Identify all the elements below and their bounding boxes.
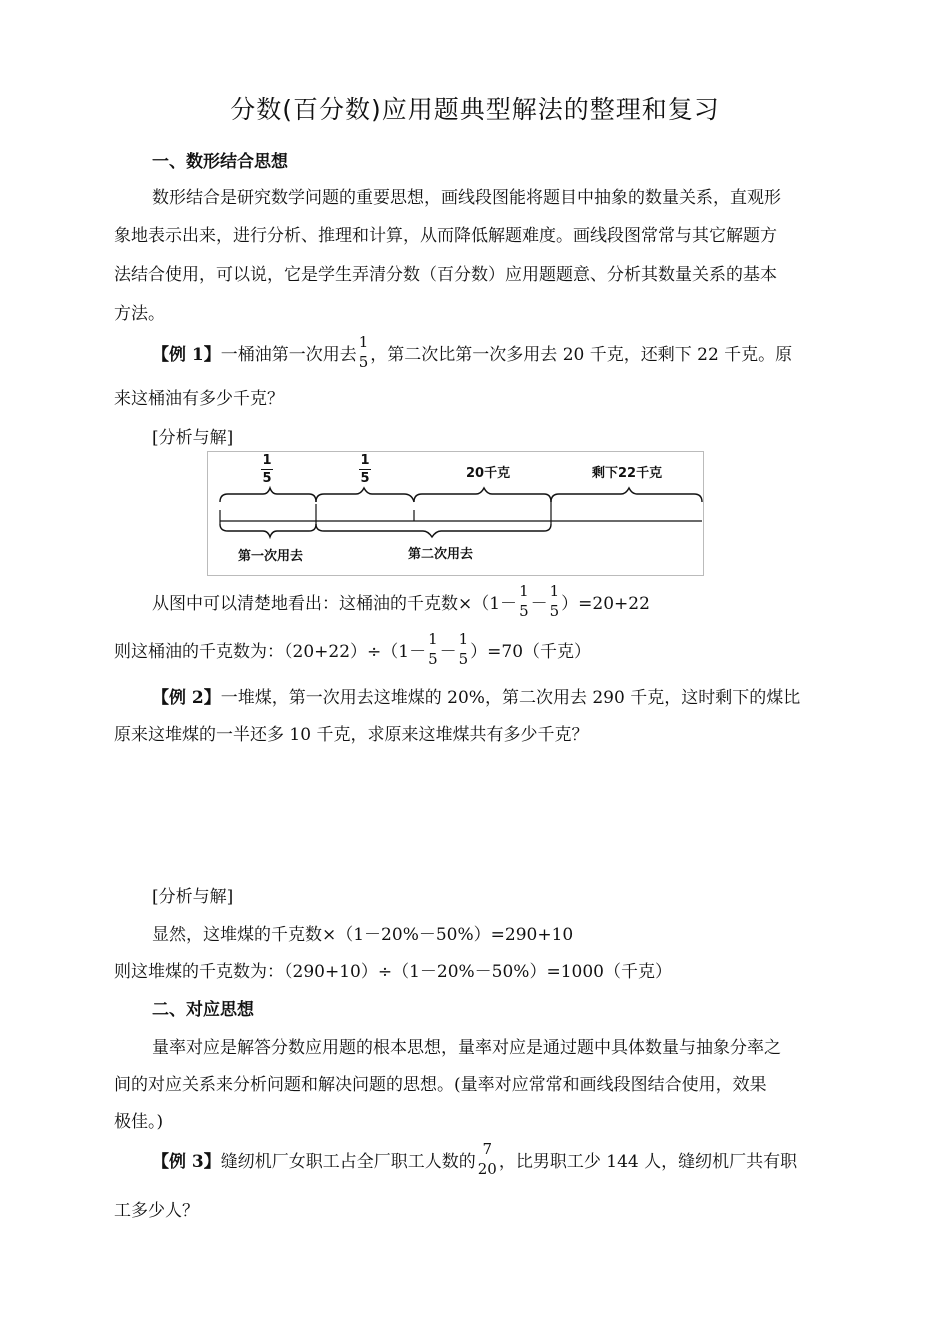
example-text: 一桶油第一次用去 [220,344,357,365]
solution-text: ）=20+22 [561,593,650,614]
fraction-denominator: 5 [262,471,272,486]
solution-text: ）=70（千克） [470,641,592,662]
line-segment-diagram [207,451,704,576]
page-title: 分数(百分数)应用题典型解法的整理和复习 [230,95,720,124]
paragraph-line: 法结合使用，可以说，它是学生弄清分数（百分数）应用题题意、分析其数量关系的基本 [114,265,777,285]
example-3-line-2: 工多少人？ [114,1201,199,1221]
diagram-label-20kg: 20千克 [466,466,511,481]
fraction [428,629,438,669]
diagram-label-second-use: 第二次用去 [408,547,474,562]
solution-text: 从图中可以清楚地看出：这桶油的千克数×（1－ [152,593,518,614]
fraction-numerator: 1 [428,630,438,648]
section-heading-1: 一、数形结合思想 [152,152,288,172]
example-2-line [152,683,800,708]
fraction [478,1139,497,1179]
example-text: 一堆煤，第一次用去这堆煤的 20%，第二次用去 290 千克，这时剩下的煤比 [220,688,801,708]
diagram-fraction-1 [261,453,273,486]
fraction-numerator: 1 [358,333,369,351]
fraction [459,629,469,669]
diagram-fraction-2 [359,453,371,486]
example-3-line [152,1134,797,1184]
fraction-denominator: 5 [549,602,560,620]
minus-sign: － [530,593,548,614]
example-label: 【例 3】 [152,1151,221,1172]
example-label: 【例 2】 [152,688,221,708]
paragraph-line: 方法。 [114,304,165,324]
minus-sign: － [439,641,457,662]
fraction-denominator: 5 [428,650,438,668]
example-text: ，第二次比第一次多用去 20 千克，还剩下 22 千克。原 [370,344,793,365]
analysis-label: [分析与解] [152,887,234,907]
solution-text: 则这桶油的千克数为：（20+22）÷（1－ [114,641,427,662]
diagram-label-remaining: 剩下22千克 [592,466,663,481]
fraction-denominator: 5 [360,471,370,486]
example-2-line-2: 原来这堆煤的一半还多 10 千克，求原来这堆煤共有多少千克？ [114,725,589,745]
example-text: ，比男职工少 144 人，缝纫机厂共有职 [498,1151,798,1172]
solution-line-1 [152,578,650,624]
fraction-numerator: 1 [519,582,529,600]
fraction-denominator: 5 [519,602,529,620]
fraction-denominator: 5 [358,353,369,371]
example-1-line-2: 来这桶油有多少千克？ [114,389,284,409]
section-heading-2: 二、对应思想 [152,1000,254,1020]
fraction-denominator: 5 [458,650,469,668]
example-text: 缝纫机厂女职工占全厂职工人数的 [220,1151,476,1172]
paragraph-line: 极佳。) [114,1112,164,1132]
fraction [550,581,560,621]
example-label: 【例 1】 [152,344,221,365]
fraction-denominator: 20 [477,1160,497,1178]
fraction-numerator: 7 [482,1140,493,1158]
fraction-numerator: 1 [549,582,560,600]
fraction [359,332,369,372]
fraction-numerator: 1 [360,453,370,468]
diagram-label-first-use: 第一次用去 [238,549,304,564]
solution-line-2 [114,626,591,672]
paragraph-line: 间的对应关系来分析问题和解决问题的思想。(量率对应常常和画线段图结合使用，效果 [114,1075,767,1095]
paragraph-line: 象地表示出来，进行分析、推理和计算，从而降低解题难度。画线段图常常与其它解题方 [114,226,777,246]
example-1-line [152,330,792,374]
solution-line-3: 显然，这堆煤的千克数×（1－20%－50%）=290+10 [152,925,574,945]
paragraph-line: 数形结合是研究数学问题的重要思想，画线段图能将题目中抽象的数量关系，直观形 [152,188,781,208]
fraction-numerator: 1 [458,630,469,648]
fraction-numerator: 1 [262,453,272,468]
fraction [519,581,529,621]
solution-line-4: 则这堆煤的千克数为：（290+10）÷（1－20%－50%）=1000（千克） [114,962,672,982]
paragraph-line: 量率对应是解答分数应用题的根本思想，量率对应是通过题中具体数量与抽象分率之 [152,1038,781,1058]
analysis-label: [分析与解] [152,428,234,448]
